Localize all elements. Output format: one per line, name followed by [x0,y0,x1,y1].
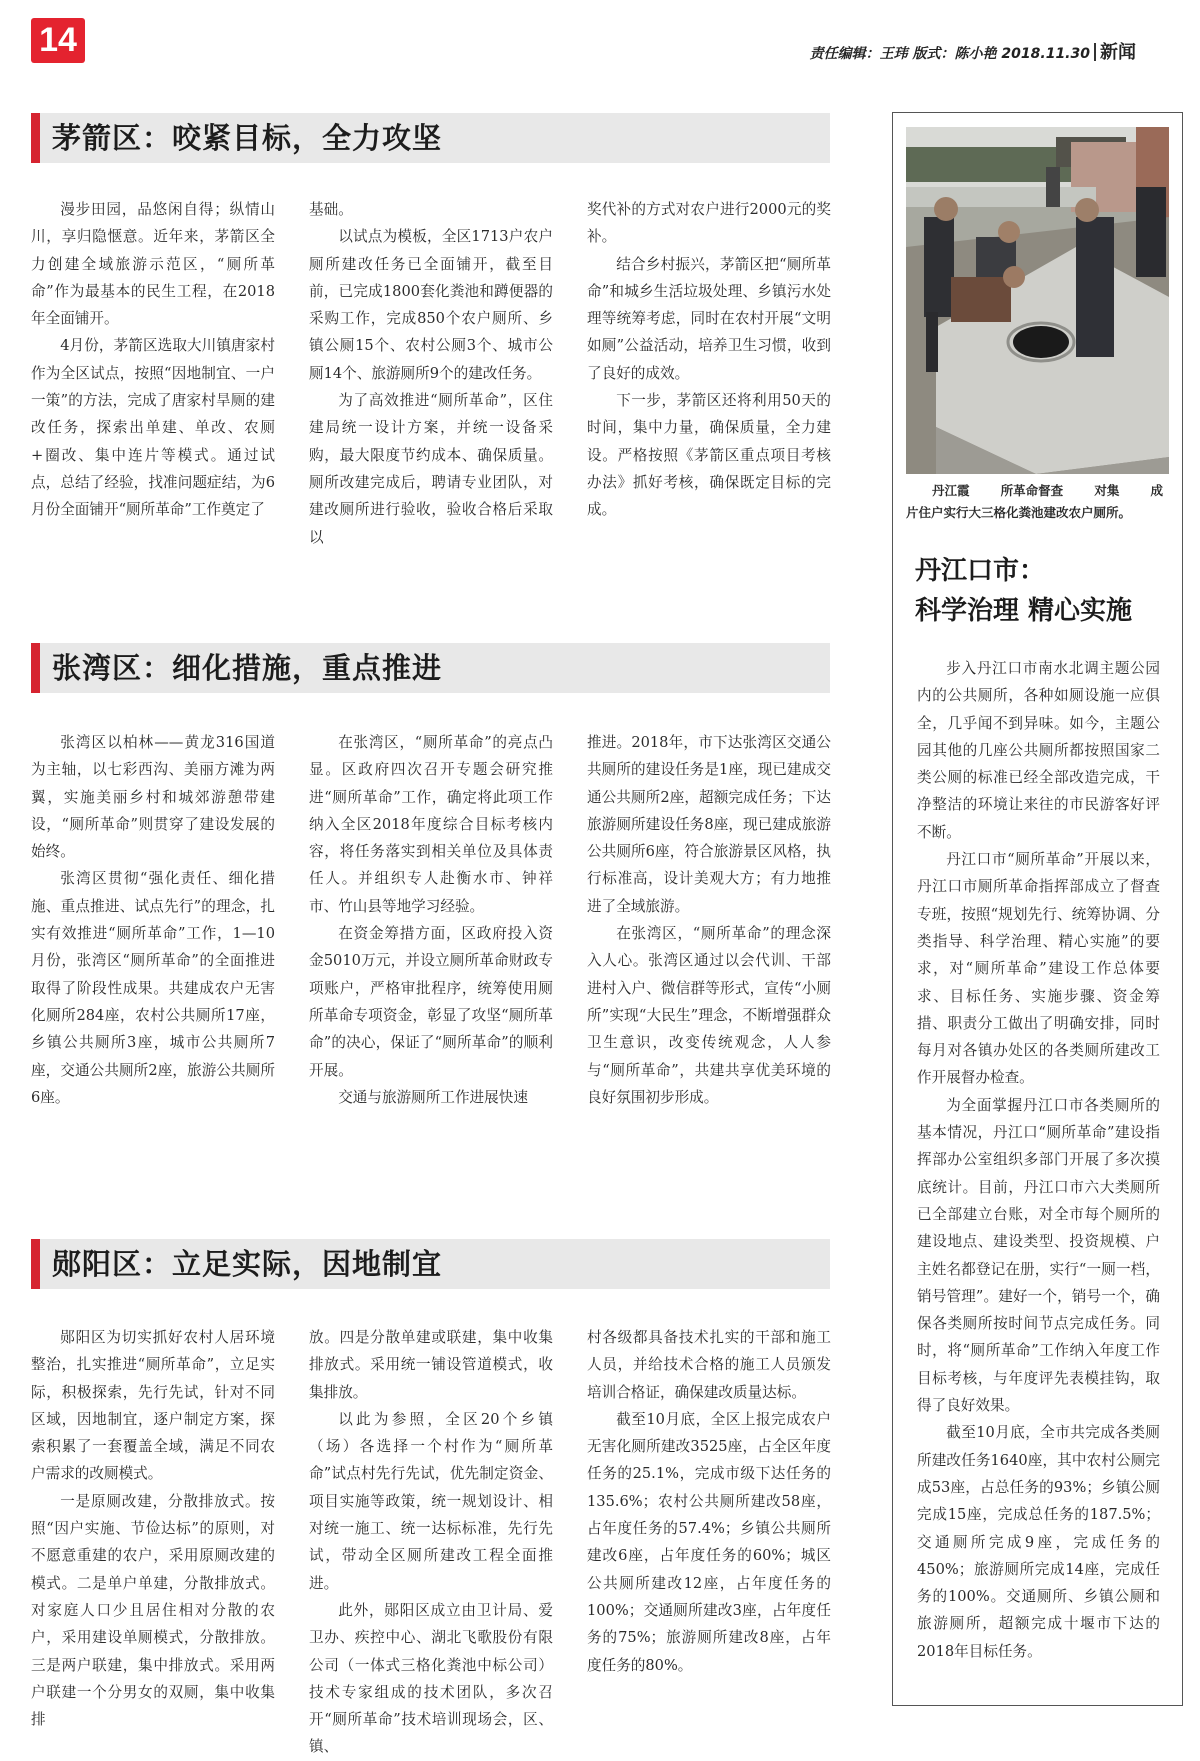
article-column [309,196,553,551]
sidebar-box [892,112,1183,1706]
paragraph: 丹江口市“厕所革命”开展以来，丹江口市厕所革命指挥部成立了督查专班，按照“规划先行、统筹协调、分类指导、科学治理、精心实施”的要求，对“厕所革命”建设工作总体要求、目标任务、实施步骤、资金筹措、职责分工做出了明确安排，同时每月对各镇办处区的各类厕所建改工作开展督办检查。 [917,851,1160,1087]
paragraph: 奖代补的方式对农户进行2000元的奖补。 [587,201,831,246]
paragraph: 下一步，茅箭区还将利用50天的时间，集中力量，确保质量，全力建设。严格按照《茅箭区重点项目考核办法》抓好考核，确保既定目标的完成。 [587,392,831,519]
article-column [587,729,831,1111]
editor-credit: 责任编辑：王玮 版式：陈小艳 2018.11.30 [809,46,1090,62]
paragraph: 截至10月底，全市共完成各类厕所建改任务1640座，其中农村公厕完成53座，占总任务的93%；乡镇公厕完成15座，完成总任务的187.5%；交通厕所完成9座，完成任务的450%；旅游厕所完成14座，完成任务的100%。交通厕所、乡镇公厕和旅游厕所，超额完成十堰市下达的2018年目标任务。 [917,1424,1160,1660]
paragraph: 张湾区贯彻“强化责任、细化措施、重点推进、试点先行”的理念，扎实有效推进“厕所革命”工作，1—10月份，张湾区“厕所革命”的全面推进取得了阶段性成果。共建成农户无害化厕所284座，农村公共厕所17座，乡镇公共厕所3座，城市公共厕所7座，交通公共厕所2座，旅游公共厕所6座。 [31,870,275,1106]
article-column [31,1324,275,1733]
article-column [31,196,275,524]
photo-credit [906,480,1169,524]
credit-fragment: 对集 [1094,483,1120,498]
section-marker [31,113,40,163]
paragraph: 结合乡村振兴，茅箭区把“厕所革命”和城乡生活垃圾处理、乡镇污水处理等统筹考虑，同时在农村开展“文明如厕”公益活动，培养卫生习惯，收到了良好的成效。 [587,255,831,382]
credit-fragment: 所革命督查 [1000,483,1064,498]
paragraph: 推进。2018年，市下达张湾区交通公共厕所的建设任务是1座，现已建成交通公共厕所2座，超额完成任务；下达旅游厕所建设任务8座，现已建成旅游公共厕所6座，符合旅游景区风格，执行标准高，设计美观大方；有力地推进了全域旅游。 [587,734,831,915]
paragraph: 村各级都具备技术扎实的干部和施工人员，并给技术合格的施工人员颁发培训合格证，确保建改质量达标。 [587,1329,831,1401]
paragraph: 此外，郧阳区成立由卫计局、爱卫办、疾控中心、湖北飞歌股份有限公司（一体式三格化粪池中标公司）技术专家组成的技术团队，多次召开“厕所革命”技术培训现场会，区、镇、 [309,1601,553,1756]
article-column [31,729,275,1111]
paragraph: 截至10月底，全区上报完成农户无害化厕所建改3525座，占全区年度任务的25.1%，完成市级下达任务的135.6%；农村公共厕所建改58座，占年度任务的57.4%；乡镇公共厕所建改6座，占年度任务的60%；城区公共厕所建改12座，占年度任务的100%；交通厕所建改3座，占年度任务的75%；旅游厕所建改8座，占年度任务的80%。 [587,1410,831,1674]
article-column [587,196,831,524]
paragraph: 4月份，茅箭区选取大川镇唐家村作为全区试点，按照“因地制宜、一户一策”的方法，完成了唐家村旱厕的建改任务，探索出单建、单改、农厕+圈改、集中连片等模式。通过试点，总结了经验，找准问题症结，为6月份全面铺开“厕所革命”工作奠定了 [31,337,275,519]
news-photo [906,127,1169,474]
paragraph: 步入丹江口市南水北调主题公园内的公共厕所，各种如厕设施一应俱全，几乎闻不到异味。如今，主题公园其他的几座公共厕所都按照国家二类公厕的标准已经全部改造完成，干净整洁的环境让来往的市民游客好评不断。 [917,660,1160,841]
paragraph: 以试点为模板，全区1713户农户厕所建改任务已全面铺开，截至目前，已完成1800套化粪池和蹲便器的采购工作，完成850个农户厕所、乡镇公厕15个、农村公厕3个、城市公厕14个、旅游厕所9个的建改任务。 [309,228,553,382]
section-marker [31,1239,40,1289]
paragraph: 放。四是分散单建或联建，集中收集排放式。采用统一铺设管道模式，收集排放。 [309,1329,553,1401]
paragraph: 为全面掌握丹江口市各类厕所的基本情况，丹江口“厕所革命”建设指挥部办公室组织多部门开展了多次摸底统计。目前，丹江口市六大类厕所已全部建立台账，对全市每个厕所的建设地点、建设类型、投资规模、户主姓名都登记在册，实行“一厕一档，销号管理”。建好一个，销号一个，确保各类厕所按时间节点完成任务。同时，将“厕所革命”工作纳入年度工作目标考核，与年度评先表模挂钩，取得了良好效果。 [917,1096,1160,1415]
sidebar-title [915,551,1132,631]
sidebar-article [917,655,1160,1665]
header-divider [1094,43,1096,61]
section-marker [31,643,40,693]
credit-fragment: 丹江霞 [932,483,970,498]
section-name: 新闻 [1100,42,1136,63]
paragraph: 交通与旅游厕所工作进展快速 [338,1088,528,1106]
page-number: 14 [31,18,85,63]
paragraph: 一是原厕改建，分散排放式。按照“因户实施、节俭达标”的原则，对不愿意重建的农户，采用原厕改建的模式。二是单户单建，分散排放式。对家庭人口少且居住相对分散的农户，采用建设单厕模式，分散排放。三是两户联建，集中排放式。采用两户联建一个分男女的双厕，集中收集排 [31,1492,275,1729]
article-column [309,1324,553,1761]
photo-caption: 片住户实行大三格化粪池建改农户厕所。 [906,505,1132,520]
section-header-yunyang [31,1239,830,1289]
sidebar-title-line: 科学治理 精心实施 [915,596,1133,626]
article-column [587,1324,831,1679]
paragraph: 张湾区以柏林——黄龙316国道为主轴，以七彩西沟、美丽方滩为两翼，实施美丽乡村和城郊游憩带建设，“厕所革命”则贯穿了建设发展的始终。 [31,734,275,861]
section-title: 张湾区：细化措施，重点推进 [52,651,443,685]
section-header-zhangwan [31,643,830,693]
paragraph: 在资金筹措方面，区政府投入资金5010万元，并设立厕所革命财政专项账户，严格审批程序，统筹使用厕所革命专项资金，彰显了攻坚“厕所革命”的决心，保证了“厕所革命”的顺利开展。 [309,925,553,1079]
paragraph: 基础。 [309,201,353,218]
paragraph: 郧阳区为切实抓好农村人居环境整治，扎实推进“厕所革命”，立足实际，积极探索，先行先试，针对不同区域，因地制宜，逐户制定方案，探索积累了一套覆盖全域，满足不同农户需求的改厕模式。 [31,1329,275,1483]
page-header-meta [810,38,1136,64]
paragraph: 以此为参照，全区20个乡镇（场）各选择一个村作为“厕所革命”试点村先行先试，优先制定资金、项目实施等政策，统一规划设计、相对统一施工、统一达标标准，先行先试，带动全区厕所建改工程全面推进。 [309,1410,553,1592]
credit-line [906,480,1169,502]
paragraph: 漫步田园，品悠闲自得；纵情山川，享归隐惬意。近年来，茅箭区全力创建全域旅游示范区，“厕所革命”作为最基本的民生工程，在2018年全面铺开。 [31,201,275,328]
article-column [309,729,553,1111]
section-title: 郧阳区：立足实际，因地制宜 [52,1247,443,1281]
credit-fragment: 成 [1150,483,1163,498]
section-title: 茅箭区：咬紧目标，全力攻坚 [52,121,443,155]
section-header-maojian [31,113,830,163]
paragraph: 在张湾区，“厕所革命”的理念深入人心。张湾区通过以会代训、干部进村入户、微信群等形式，宣传“小厕所”实现“大民生”理念，不断增强群众卫生意识，改变传统观念，人人参与“厕所革命”，共建共享优美环境的良好氛围初步形成。 [587,925,831,1106]
sidebar-title-line: 丹江口市： [915,556,1046,586]
paragraph: 为了高效推进“厕所革命”，区住建局统一设计方案，并统一设备采购，最大限度节约成本、确保质量。厕所改建完成后，聘请专业团队，对建改厕所进行验收，验收合格后采取以 [309,392,553,546]
paragraph: 在张湾区，“厕所革命”的亮点凸显。区政府四次召开专题会研究推进“厕所革命”工作，确定将此项工作纳入全区2018年度综合目标考核内容，将任务落实到相关单位及具体责任人。并组织专人赴衡水市、钟祥市、竹山县等地学习经验。 [309,734,553,915]
